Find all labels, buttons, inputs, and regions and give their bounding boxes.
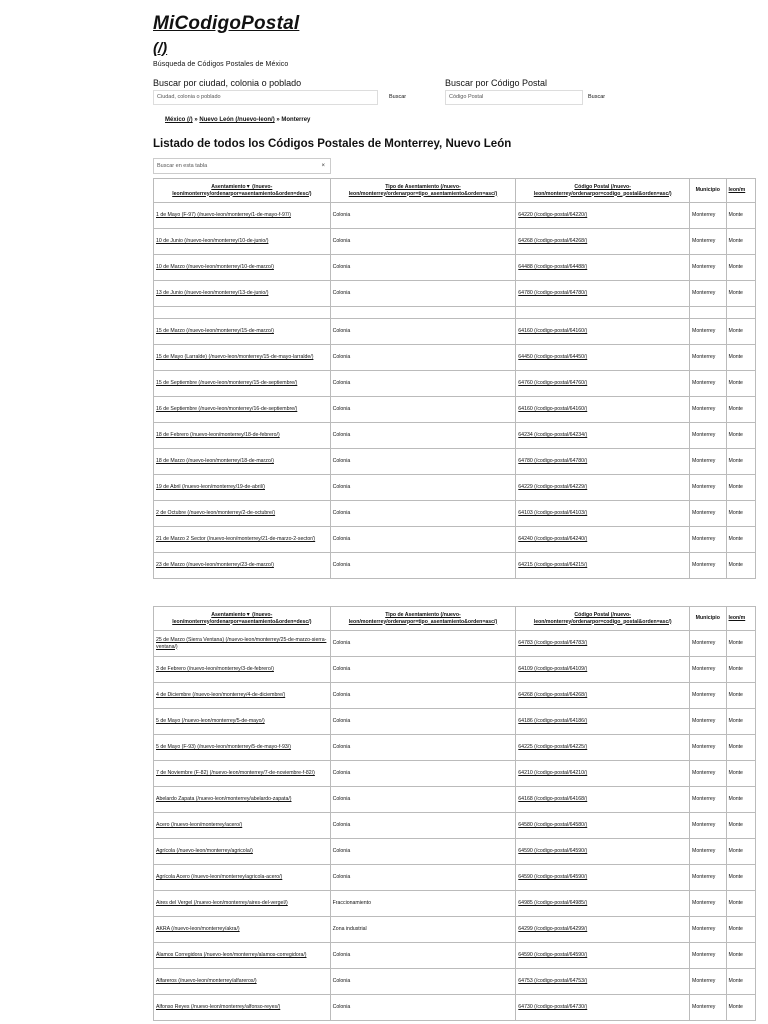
cell-codigo-postal-link[interactable]: 64985 (/codigo-postal/64985/) [518,900,588,907]
cell-extra: Monte [726,943,755,969]
cell-codigo-postal[interactable] [516,319,690,345]
column-header-tipo[interactable]: Tipo de Asentamiento (/nuevo-leon/monterrey/ordenarpor=tipo_asentamiento&orden=asc/) [330,607,516,631]
cell-tipo: Colonia [330,397,516,423]
cell-extra: Monte [726,865,755,891]
cell-asentamiento-link[interactable]: 16 de Septiembre (/nuevo-leon/monterrey/16-de-septiembre/) [156,406,298,413]
cell-codigo-postal[interactable] [516,423,690,449]
cell-asentamiento-link[interactable]: Agrícola Acero (/nuevo-leon/monterrey/agricola-acero/) [156,874,283,881]
cell-codigo-postal[interactable] [516,475,690,501]
cell-extra: Monte [726,657,755,683]
cell-codigo-postal-link[interactable]: 64268 (/codigo-postal/64268/) [518,692,588,699]
cell-asentamiento-link[interactable]: 25 de Marzo (Sierra Ventana) (/nuevo-leon/monterrey/25-de-marzo-sierra-ventana/) [156,637,327,650]
cell-asentamiento-link[interactable]: 7 de Noviembre (F-82) (/nuevo-leon/monterrey/7-de-noviembre-f-82/) [156,770,315,777]
cell-asentamiento[interactable] [154,657,331,683]
table-row [154,813,756,839]
column-header-asentamiento[interactable]: Asentamiento▼ (/nuevo-leon/monterrey/ordenarpor=asentamiento&orden=desc/) [154,607,331,631]
column-header-codigo-postal[interactable]: Código Postal (/nuevo-leon/monterrey/ordenarpor=codigo_postal&orden=asc/) [516,179,690,203]
cell-tipo: Colonia [330,631,516,657]
breadcrumb-state[interactable]: Nuevo León (/nuevo-leon/) [199,117,275,123]
cell-codigo-postal[interactable] [516,255,690,281]
cell-asentamiento[interactable] [154,865,331,891]
cell-tipo: Colonia [330,787,516,813]
cell-asentamiento-link[interactable]: 4 de Diciembre (/nuevo-leon/monterrey/4-de-diciembre/) [156,692,286,699]
cell-codigo-postal[interactable] [516,917,690,943]
cell-municipio: Monterrey [690,553,726,579]
cell-asentamiento[interactable] [154,917,331,943]
table-row [154,683,756,709]
cell-asentamiento-link[interactable]: 23 de Marzo (/nuevo-leon/monterrey/23-de-marzo/) [156,562,274,569]
cell-codigo-postal[interactable] [516,865,690,891]
cell-codigo-postal[interactable] [516,761,690,787]
cell-asentamiento-link[interactable]: 21 de Marzo 2 Sector (/nuevo-leon/monterrey/21-de-marzo-2-sector/) [156,536,316,543]
table-row [154,449,756,475]
cell-municipio: Monterrey [690,397,726,423]
cell-codigo-postal-link[interactable]: 64730 (/codigo-postal/64730/) [518,1004,588,1011]
breadcrumb-separator: » [276,117,280,123]
cell-codigo-postal[interactable] [516,203,690,229]
table-row [154,553,756,579]
cell-tipo: Colonia [330,203,516,229]
cell-asentamiento[interactable] [154,761,331,787]
cell-asentamiento[interactable] [154,683,331,709]
table-row [154,917,756,943]
cell-codigo-postal-link[interactable]: 64229 (/codigo-postal/64229/) [518,484,588,491]
cell-municipio: Monterrey [690,527,726,553]
cell-extra: Monte [726,839,755,865]
table-row [154,397,756,423]
cell-asentamiento[interactable] [154,735,331,761]
cell-municipio: Monterrey [690,281,726,307]
cell-municipio: Monterrey [690,631,726,657]
cell-codigo-postal-link[interactable]: 64753 (/codigo-postal/64753/) [518,978,588,985]
cell-municipio: Monterrey [690,683,726,709]
table-row [154,995,756,1021]
page-title: Listado de todos los Códigos Postales de Monterrey, Nuevo León [153,138,512,150]
city-search-button[interactable]: Buscar [389,94,407,100]
city-search-label: Buscar por ciudad, colonia o poblado [153,78,302,88]
cell-tipo: Colonia [330,709,516,735]
cell-codigo-postal-link[interactable]: 64234 (/codigo-postal/64234/) [518,432,588,439]
cell-extra: Monte [726,917,755,943]
cell-asentamiento[interactable] [154,203,331,229]
cell-extra: Monte [726,813,755,839]
cell-municipio: Monterrey [690,229,726,255]
table-row [154,203,756,229]
cell-tipo: Colonia [330,527,516,553]
cell-municipio: Monterrey [690,995,726,1021]
cell-codigo-postal-link[interactable]: 64215 (/codigo-postal/64215/) [518,562,588,569]
cell-extra: Monte [726,631,755,657]
home-link[interactable]: (/) [153,40,168,57]
cell-extra: Monte [726,995,755,1021]
cell-municipio: Monterrey [690,657,726,683]
table-row [154,229,756,255]
cell-codigo-postal-link[interactable]: 64488 (/codigo-postal/64488/) [518,264,588,271]
cell-tipo: Colonia [330,281,516,307]
cell-codigo-postal-link[interactable]: 64580 (/codigo-postal/64580/) [518,822,588,829]
cell-codigo-postal[interactable] [516,657,690,683]
cell-codigo-postal[interactable] [516,397,690,423]
table-row [154,255,756,281]
cell-asentamiento-link[interactable]: 5 de Mayo (/nuevo-leon/monterrey/5-de-mayo/) [156,718,265,725]
column-header-municipio: Municipio [690,607,726,631]
cell-asentamiento-link[interactable]: 10 de Junio (/nuevo-leon/monterrey/10-de-junio/) [156,238,269,245]
table-row [154,371,756,397]
cell-tipo: Colonia [330,683,516,709]
cell-asentamiento-link[interactable]: 1 de Mayo (F-97) (/nuevo-leon/monterrey/1-de-mayo-f-97/) [156,212,291,219]
cell-codigo-postal-link[interactable]: 64109 (/codigo-postal/64109/) [518,666,588,673]
cell-municipio: Monterrey [690,917,726,943]
table-row [154,307,756,319]
column-header-asentamiento[interactable]: Asentamiento▼ (/nuevo-leon/monterrey/ordenarpor=asentamiento&orden=desc/) [154,179,331,203]
cell-asentamiento[interactable] [154,969,331,995]
column-header-extra[interactable]: leon/m [726,607,755,631]
cell-municipio: Monterrey [690,943,726,969]
cell-extra: Monte [726,229,755,255]
cell-municipio: Monterrey [690,345,726,371]
cell-asentamiento-link[interactable]: 2 de Octubre (/nuevo-leon/monterrey/2-de-octubre/) [156,510,276,517]
cell-asentamiento-link[interactable]: 18 de Marzo (/nuevo-leon/monterrey/18-de-marzo/) [156,458,274,465]
cell-tipo: Colonia [330,943,516,969]
cell-extra [726,307,755,319]
table-row [154,501,756,527]
cell-asentamiento[interactable] [154,423,331,449]
breadcrumb-separator: » [194,117,198,123]
cell-asentamiento[interactable] [154,255,331,281]
cp-search-button[interactable]: Buscar [588,94,606,100]
cell-asentamiento-link[interactable]: 15 de Mayo (Larralde) (/nuevo-leon/monterrey/15-de-mayo-larralde/) [156,354,314,361]
cell-codigo-postal[interactable] [516,683,690,709]
table-row [154,657,756,683]
table-row [154,761,756,787]
cell-extra: Monte [726,501,755,527]
cell-asentamiento-link[interactable]: 13 de Junio (/nuevo-leon/monterrey/13-de-junio/) [156,290,269,297]
cell-asentamiento[interactable] [154,943,331,969]
cell-asentamiento[interactable] [154,319,331,345]
cell-tipo: Colonia [330,319,516,345]
cell-asentamiento-link[interactable]: Abelardo Zapata (/nuevo-leon/monterrey/abelardo-zapata/) [156,796,292,803]
cell-asentamiento[interactable] [154,475,331,501]
cell-asentamiento-link[interactable]: 3 de Febrero (/nuevo-leon/monterrey/3-de-febrero/) [156,666,274,673]
table-row [154,319,756,345]
cell-codigo-postal-link[interactable]: 64240 (/codigo-postal/64240/) [518,536,588,543]
cell-extra: Monte [726,449,755,475]
cell-codigo-postal[interactable] [516,787,690,813]
cell-asentamiento[interactable] [154,813,331,839]
cell-tipo: Zona industrial [330,917,516,943]
cell-extra: Monte [726,553,755,579]
cell-asentamiento[interactable] [154,501,331,527]
cell-codigo-postal-link[interactable]: 64590 (/codigo-postal/64590/) [518,874,588,881]
column-header-tipo[interactable]: Tipo de Asentamiento (/nuevo-leon/monterrey/ordenarpor=tipo_asentamiento&orden=asc/) [330,179,516,203]
cell-codigo-postal[interactable] [516,371,690,397]
cell-tipo: Colonia [330,995,516,1021]
cell-asentamiento-link[interactable]: 10 de Marzo (/nuevo-leon/monterrey/10-de-marzo/) [156,264,274,271]
cell-municipio: Monterrey [690,255,726,281]
cell-tipo: Colonia [330,865,516,891]
table-row [154,735,756,761]
cell-municipio: Monterrey [690,865,726,891]
cell-municipio: Monterrey [690,813,726,839]
cell-codigo-postal-link[interactable]: 64590 (/codigo-postal/64590/) [518,848,588,855]
cell-extra: Monte [726,891,755,917]
cell-asentamiento[interactable] [154,631,331,657]
cell-municipio: Monterrey [690,761,726,787]
cell-tipo: Colonia [330,345,516,371]
cell-asentamiento[interactable] [154,449,331,475]
cell-asentamiento[interactable] [154,397,331,423]
cell-codigo-postal-link[interactable]: 64780 (/codigo-postal/64780/) [518,458,588,465]
table-row [154,865,756,891]
cell-tipo: Colonia [330,423,516,449]
cell-codigo-postal[interactable] [516,969,690,995]
cell-codigo-postal[interactable] [516,501,690,527]
cell-extra: Monte [726,371,755,397]
cell-municipio: Monterrey [690,709,726,735]
postal-codes-table [153,178,756,579]
cell-codigo-postal-link[interactable]: 64590 (/codigo-postal/64590/) [518,952,588,959]
cell-codigo-postal[interactable] [516,229,690,255]
cell-codigo-postal[interactable] [516,839,690,865]
cell-codigo-postal-link[interactable]: 64210 (/codigo-postal/64210/) [518,770,588,777]
cell-municipio: Monterrey [690,891,726,917]
cell-tipo: Colonia [330,969,516,995]
cell-codigo-postal-link[interactable]: 64299 (/codigo-postal/64299/) [518,926,588,933]
cell-extra: Monte [726,683,755,709]
cell-asentamiento-link[interactable]: 5 de Mayo (F-93) (/nuevo-leon/monterrey/5-de-mayo-f-93/) [156,744,291,751]
table-row [154,943,756,969]
cell-municipio: Monterrey [690,969,726,995]
cell-asentamiento[interactable] [154,995,331,1021]
cell-asentamiento-link[interactable]: 15 de Septiembre (/nuevo-leon/monterrey/15-de-septiembre/) [156,380,298,387]
cp-search-input[interactable]: Código Postal [445,90,583,105]
cell-codigo-postal[interactable] [516,449,690,475]
cell-tipo: Colonia [330,255,516,281]
cell-extra: Monte [726,787,755,813]
cell-asentamiento-link[interactable]: Acero (/nuevo-leon/monterrey/acero/) [156,822,243,829]
column-header-codigo-postal[interactable]: Código Postal (/nuevo-leon/monterrey/ordenarpor=codigo_postal&orden=asc/) [516,607,690,631]
column-header-municipio: Municipio [690,179,726,203]
cell-tipo: Colonia [330,475,516,501]
cell-asentamiento-link[interactable]: Alfonso Reyes (/nuevo-leon/monterrey/alfonso-reyes/) [156,1004,281,1011]
cell-codigo-postal-link[interactable]: 64450 (/codigo-postal/64450/) [518,354,588,361]
cell-asentamiento-link[interactable]: Agrícola (/nuevo-leon/monterrey/agricola/) [156,848,253,855]
table-row [154,475,756,501]
cell-extra: Monte [726,281,755,307]
site-subtitle: Búsqueda de Códigos Postales de México [153,61,289,68]
cell-municipio: Monterrey [690,839,726,865]
cell-municipio: Monterrey [690,319,726,345]
cell-codigo-postal[interactable] [516,345,690,371]
cell-asentamiento[interactable] [154,345,331,371]
cell-asentamiento[interactable] [154,307,331,319]
cell-codigo-postal-link[interactable]: 64760 (/codigo-postal/64760/) [518,380,588,387]
cell-codigo-postal-link[interactable]: 64220 (/codigo-postal/64220/) [518,212,588,219]
cell-extra: Monte [726,709,755,735]
cell-asentamiento[interactable] [154,709,331,735]
cell-municipio: Monterrey [690,203,726,229]
cell-codigo-postal[interactable] [516,943,690,969]
clear-filter-icon[interactable]: × [321,163,325,169]
table-filter-input[interactable] [153,158,331,174]
cell-tipo: Colonia [330,813,516,839]
cell-tipo: Colonia [330,735,516,761]
cell-tipo: Colonia [330,229,516,255]
cell-extra: Monte [726,423,755,449]
column-header-extra[interactable]: leon/m [726,179,755,203]
cell-codigo-postal[interactable] [516,891,690,917]
cell-codigo-postal-link[interactable]: 64103 (/codigo-postal/64103/) [518,510,588,517]
cell-codigo-postal[interactable] [516,553,690,579]
cell-codigo-postal-link[interactable]: 64225 (/codigo-postal/64225/) [518,744,588,751]
table-row [154,709,756,735]
cell-municipio: Monterrey [690,501,726,527]
cell-municipio: Monterrey [690,371,726,397]
cell-asentamiento-link[interactable]: Aires del Vergel (/nuevo-leon/monterrey/aires-del-vergel/) [156,900,288,907]
cell-asentamiento[interactable] [154,371,331,397]
cell-tipo: Fraccionamiento [330,891,516,917]
cell-asentamiento-link[interactable]: 18 de Febrero (/nuevo-leon/monterrey/18-de-febrero/) [156,432,280,439]
cell-codigo-postal-link[interactable]: 64160 (/codigo-postal/64160/) [518,406,588,413]
table-row [154,527,756,553]
cell-codigo-postal[interactable] [516,813,690,839]
breadcrumb-city: Monterrey [281,117,311,123]
cell-codigo-postal-link[interactable]: 64186 (/codigo-postal/64186/) [518,718,588,725]
cp-search-label: Buscar por Código Postal [445,78,548,88]
cell-asentamiento[interactable] [154,281,331,307]
cell-asentamiento[interactable] [154,553,331,579]
breadcrumb [165,117,310,123]
cell-asentamiento-link[interactable]: 15 de Marzo (/nuevo-leon/monterrey/15-de-marzo/) [156,328,274,335]
postal-codes-table-2 [153,606,756,1021]
table-row [154,969,756,995]
cell-codigo-postal[interactable] [516,631,690,657]
cell-asentamiento[interactable] [154,891,331,917]
cell-codigo-postal[interactable] [516,527,690,553]
cell-extra: Monte [726,345,755,371]
breadcrumb-mexico[interactable]: México (/) [165,117,193,123]
cell-codigo-postal[interactable] [516,995,690,1021]
cell-extra: Monte [726,203,755,229]
cell-municipio: Monterrey [690,787,726,813]
cell-tipo [330,307,516,319]
cell-codigo-postal-link[interactable]: 64168 (/codigo-postal/64168/) [518,796,588,803]
table-row [154,787,756,813]
cell-municipio: Monterrey [690,449,726,475]
cell-asentamiento[interactable] [154,229,331,255]
cell-tipo: Colonia [330,839,516,865]
cell-extra: Monte [726,319,755,345]
table-row [154,891,756,917]
cell-codigo-postal-link[interactable]: 64783 (/codigo-postal/64783/) [518,640,588,647]
cell-tipo: Colonia [330,761,516,787]
cell-asentamiento[interactable] [154,527,331,553]
cell-extra: Monte [726,735,755,761]
cell-asentamiento-link[interactable]: AKRA (/nuevo-leon/monterrey/akra/) [156,926,240,933]
cell-asentamiento[interactable] [154,787,331,813]
cell-municipio: Monterrey [690,735,726,761]
cell-municipio: Monterrey [690,475,726,501]
city-search-input[interactable]: Ciudad, colonia o poblado [153,90,378,105]
table-row [154,281,756,307]
cell-asentamiento-link[interactable]: 19 de Abril (/nuevo-leon/monterrey/19-de-abril/) [156,484,265,491]
cell-tipo: Colonia [330,657,516,683]
table-row [154,631,756,657]
cell-codigo-postal-link[interactable]: 64268 (/codigo-postal/64268/) [518,238,588,245]
cell-extra: Monte [726,969,755,995]
site-title-link[interactable]: MiCodigoPostal [153,13,300,34]
cell-codigo-postal[interactable] [516,735,690,761]
cell-municipio [690,307,726,319]
cell-extra: Monte [726,255,755,281]
cell-extra: Monte [726,761,755,787]
table-row [154,423,756,449]
cell-tipo: Colonia [330,449,516,475]
cell-tipo: Colonia [330,501,516,527]
cell-municipio: Monterrey [690,423,726,449]
cell-tipo: Colonia [330,553,516,579]
cell-asentamiento-link[interactable]: Álamos Corregidora (/nuevo-leon/monterrey/alamos-corregidora/) [156,952,307,959]
table-filter-placeholder: Buscar en esta tabla [157,163,208,169]
cell-codigo-postal-link[interactable]: 64780 (/codigo-postal/64780/) [518,290,588,297]
cell-codigo-postal[interactable] [516,281,690,307]
table-row [154,345,756,371]
cell-codigo-postal[interactable] [516,709,690,735]
cell-codigo-postal-link[interactable]: 64160 (/codigo-postal/64160/) [518,328,588,335]
cell-asentamiento[interactable] [154,839,331,865]
cell-asentamiento-link[interactable]: Alfareros (/nuevo-leon/monterrey/alfareros/) [156,978,257,985]
table-row [154,839,756,865]
cell-extra: Monte [726,475,755,501]
cell-extra: Monte [726,397,755,423]
cell-tipo: Colonia [330,371,516,397]
cell-codigo-postal[interactable] [516,307,690,319]
cell-extra: Monte [726,527,755,553]
